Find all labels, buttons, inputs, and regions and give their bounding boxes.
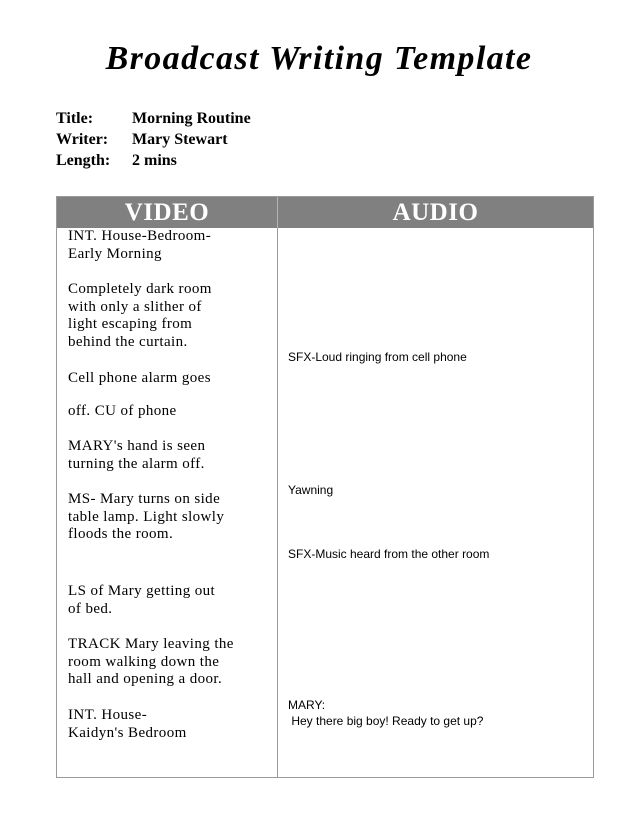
- video-cue-table-lamp: MS- Mary turns on side table lamp. Light slowly floods the room.: [68, 491, 225, 542]
- audio-column-header: AUDIO: [392, 199, 479, 226]
- audio-cue-music: SFX-Music heard from the other room: [288, 547, 490, 561]
- meta-writer-row: [56, 129, 251, 150]
- video-cue-scene-bedroom: INT. House-Bedroom- Early Morning: [68, 228, 212, 262]
- title-label: Title:: [56, 110, 94, 127]
- document-title: Broadcast Writing Template: [105, 40, 533, 77]
- video-column-header: VIDEO: [124, 199, 210, 226]
- title-value: Morning Routine: [132, 110, 251, 127]
- video-cue-dark-room: Completely dark room with only a slither of light escaping from behind the curtain.: [68, 281, 212, 350]
- column-divider: [277, 228, 278, 777]
- length-value: 2 mins: [132, 152, 177, 169]
- video-cue-getting-out: LS of Mary getting out of bed.: [68, 583, 216, 617]
- video-cue-track-mary: TRACK Mary leaving the room walking down the hall and opening a door.: [68, 636, 234, 687]
- length-label: Length:: [56, 152, 111, 169]
- audio-cue-ringing: SFX-Loud ringing from cell phone: [288, 350, 467, 364]
- script-table: [56, 196, 594, 778]
- script-meta: [56, 108, 251, 171]
- meta-title-row: [56, 108, 251, 129]
- audio-cue-mary-line: MARY: Hey there big boy! Ready to get up?: [288, 698, 484, 728]
- audio-cue-yawning: Yawning: [288, 483, 334, 497]
- video-cue-alarm-goes: Cell phone alarm goes: [68, 370, 211, 386]
- meta-length-row: [56, 150, 251, 171]
- video-cue-scene-kaidyn: INT. House- Kaidyn's Bedroom: [68, 707, 187, 741]
- video-cue-cu-phone: off. CU of phone: [68, 403, 177, 419]
- table-header: [57, 197, 593, 228]
- writer-label: Writer:: [56, 131, 109, 148]
- video-cue-alarm-off: MARY's hand is seen turning the alarm off.: [68, 438, 206, 472]
- writer-value: Mary Stewart: [132, 131, 228, 148]
